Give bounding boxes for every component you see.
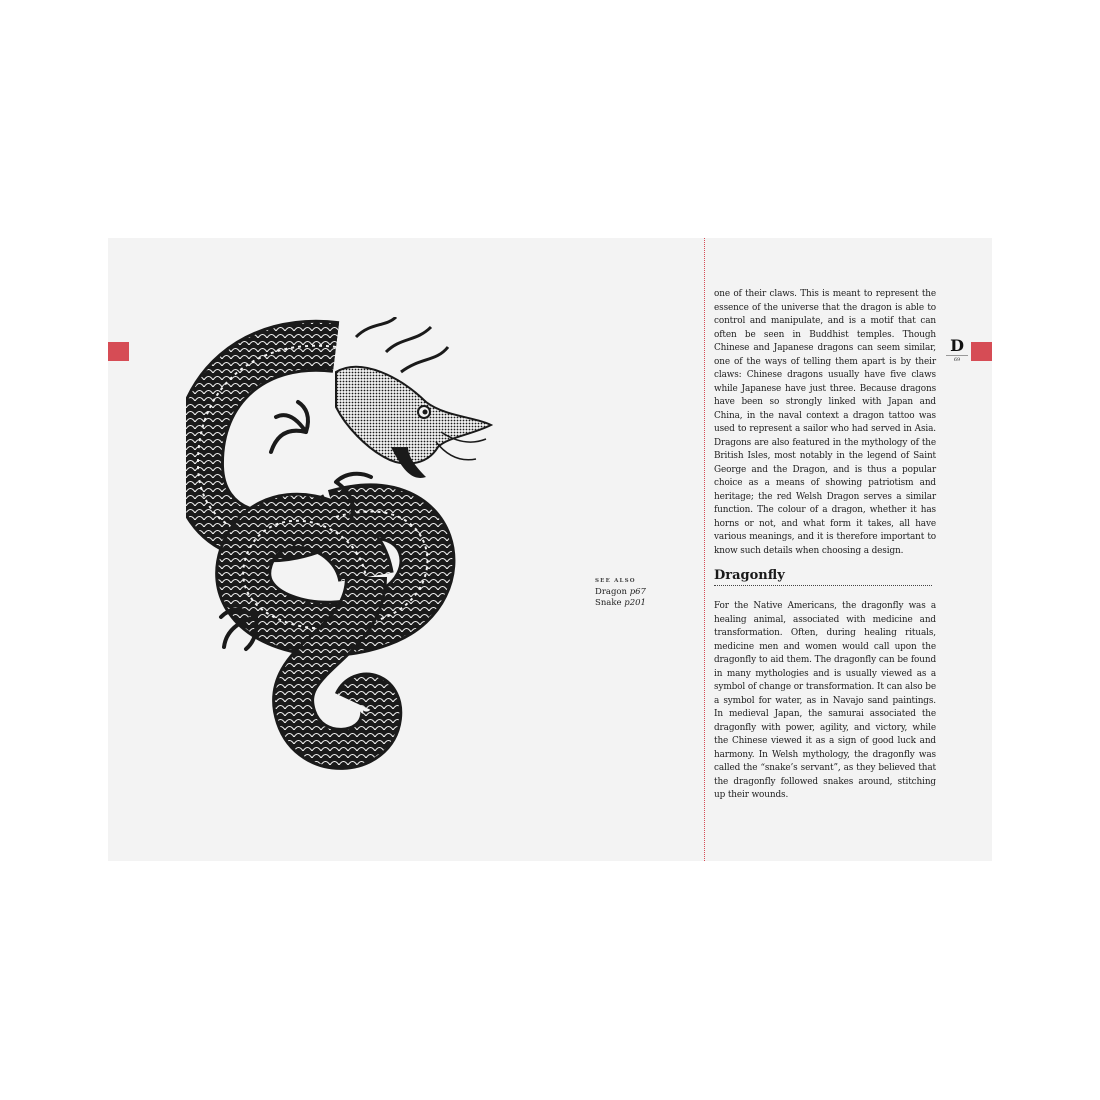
see-also-link-dragon[interactable]: Dragon p67 (595, 587, 646, 597)
page-gutter (704, 238, 705, 861)
dragonfly-heading: Dragonfly (714, 568, 932, 586)
page-number: 69 (946, 355, 968, 363)
section-marker (946, 338, 968, 363)
see-also-box (595, 576, 685, 609)
dragon-illustration (186, 317, 496, 782)
right-thumb-tab (971, 342, 992, 361)
see-also-link-snake[interactable]: Snake p201 (595, 598, 646, 608)
see-also-heading: SEE ALSO (595, 578, 636, 584)
left-thumb-tab (108, 342, 129, 361)
section-letter: D (950, 336, 964, 355)
dragonfly-body-text: For the Native Americans, the dragonfly was a healing animal, associated with medicine and transformation. Often, during healing rituals, medicine men and women would call upon the dragonfly to aid them. The dragonfly can be found in many mythologies and is usually viewed as a symbol of change or transformation. It can also be a symbol for water, as in Navajo sand paintings. In medieval Japan, the samurai associated the dragonfly with power, agility, and victory, while the Chinese viewed it as a sign of good luck and harmony. In Welsh mythology, the dragonfly was called the “snake’s servant”, as they believed that the dragonfly followed snakes around, stitching up their wounds. (714, 601, 936, 800)
dragon-body-text: one of their claws. This is meant to represent the essence of the universe that the dragon is able to control and manipulate, and is a motif that can often be seen in Buddhist temples. Though Chinese and Japanese dragons can seem similar, one of the ways of telling them apart is by their claws: Chinese dragons usually have five claws while Japanese have just three. Because dragons have been so strongly linked with Japan and China, in the naval context a dragon tattoo was used to represent a sailor who had served in Asia. Dragons are also featured in the mythology of the British Isles, most notably in the legend of Saint George and the Dragon, and is thus a popular choice as a means of showing patriotism and heritage; the red Welsh Dragon serves a similar function. The colour of a dragon, whether it has horns or not, and what form it takes, all have various meanings, and it is therefore important to know such details when choosing a design. (714, 289, 936, 556)
